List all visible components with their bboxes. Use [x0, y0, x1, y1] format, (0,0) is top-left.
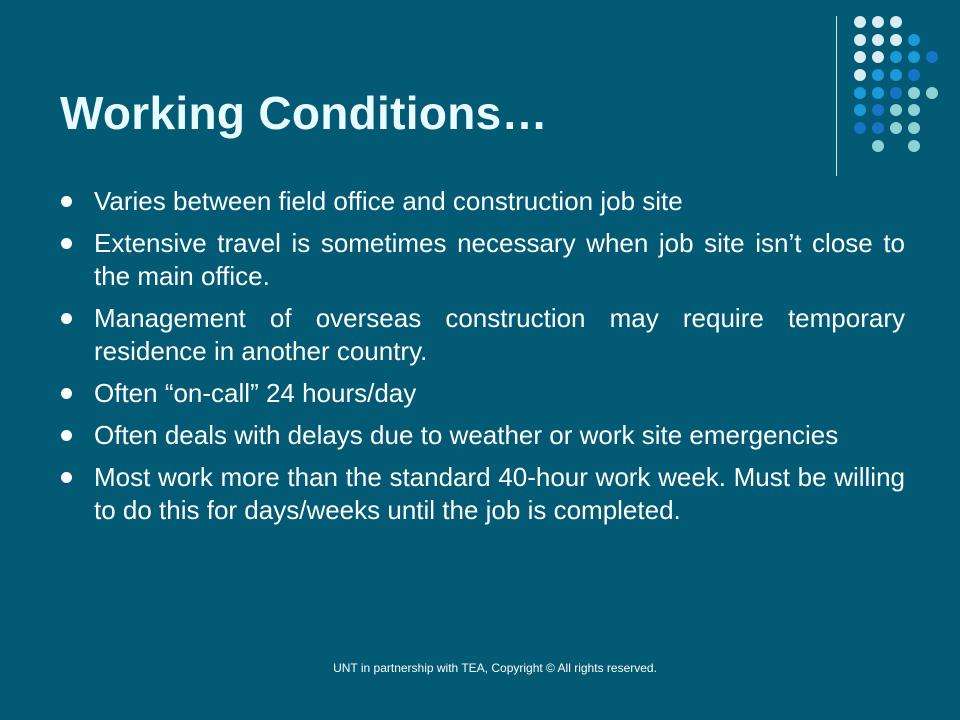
decor-dot [908, 104, 920, 116]
bullet-list [60, 185, 905, 536]
decor-dot [890, 122, 902, 134]
bullet-text: Management of overseas construction may require temporary residence in another country. [94, 303, 905, 366]
slide-title: Working Conditions… [60, 87, 548, 139]
bullet-item [60, 302, 905, 368]
decor-dot [872, 122, 884, 134]
decor-dot [854, 69, 866, 81]
footer-copyright: UNT in partnership with TEA, Copyright © All rights reserved. [333, 661, 657, 675]
decor-dot [872, 87, 884, 99]
decor-dot [854, 104, 866, 116]
bullet-icon [61, 472, 72, 483]
decor-dot [872, 34, 884, 46]
decor-dot [926, 51, 938, 63]
vertical-divider [836, 16, 837, 176]
decor-dot [926, 87, 938, 99]
bullet-icon [61, 238, 72, 249]
decor-dot [872, 51, 884, 63]
decor-dot [908, 34, 920, 46]
decor-dot [854, 122, 866, 134]
bullet-item [60, 461, 905, 527]
decor-dot [908, 51, 920, 63]
bullet-text: Often “on-call” 24 hours/day [94, 378, 417, 408]
decor-dot [890, 34, 902, 46]
bullet-icon [61, 430, 72, 441]
bullet-item [60, 419, 905, 452]
decor-dot [890, 51, 902, 63]
decor-dot [872, 69, 884, 81]
bullet-text: Extensive travel is sometimes necessary when job site isn’t close to the main office. [94, 228, 905, 291]
decor-dot [890, 87, 902, 99]
decor-dot [854, 51, 866, 63]
decor-dot [854, 16, 866, 28]
bullet-item [60, 185, 905, 218]
bullet-icon [61, 313, 72, 324]
decor-dot [872, 16, 884, 28]
decor-dot [890, 69, 902, 81]
decor-dot [872, 104, 884, 116]
decor-dot [908, 69, 920, 81]
decor-dot [908, 140, 920, 152]
bullet-item [60, 227, 905, 293]
decor-dot [908, 87, 920, 99]
decor-dot [872, 140, 884, 152]
bullet-item [60, 377, 905, 410]
decor-dot [890, 104, 902, 116]
decor-dot [854, 87, 866, 99]
decor-dot [908, 122, 920, 134]
bullet-text: Often deals with delays due to weather or work site emergencies [94, 420, 839, 450]
bullet-text: Most work more than the standard 40-hour work week. Must be willing to do this for days/weeks until the job is completed. [94, 462, 905, 525]
bullet-icon [61, 196, 72, 207]
bullet-text: Varies between field office and construction job site [94, 186, 683, 216]
decor-dot [854, 34, 866, 46]
bullet-icon [61, 388, 72, 399]
decor-dot [890, 16, 902, 28]
